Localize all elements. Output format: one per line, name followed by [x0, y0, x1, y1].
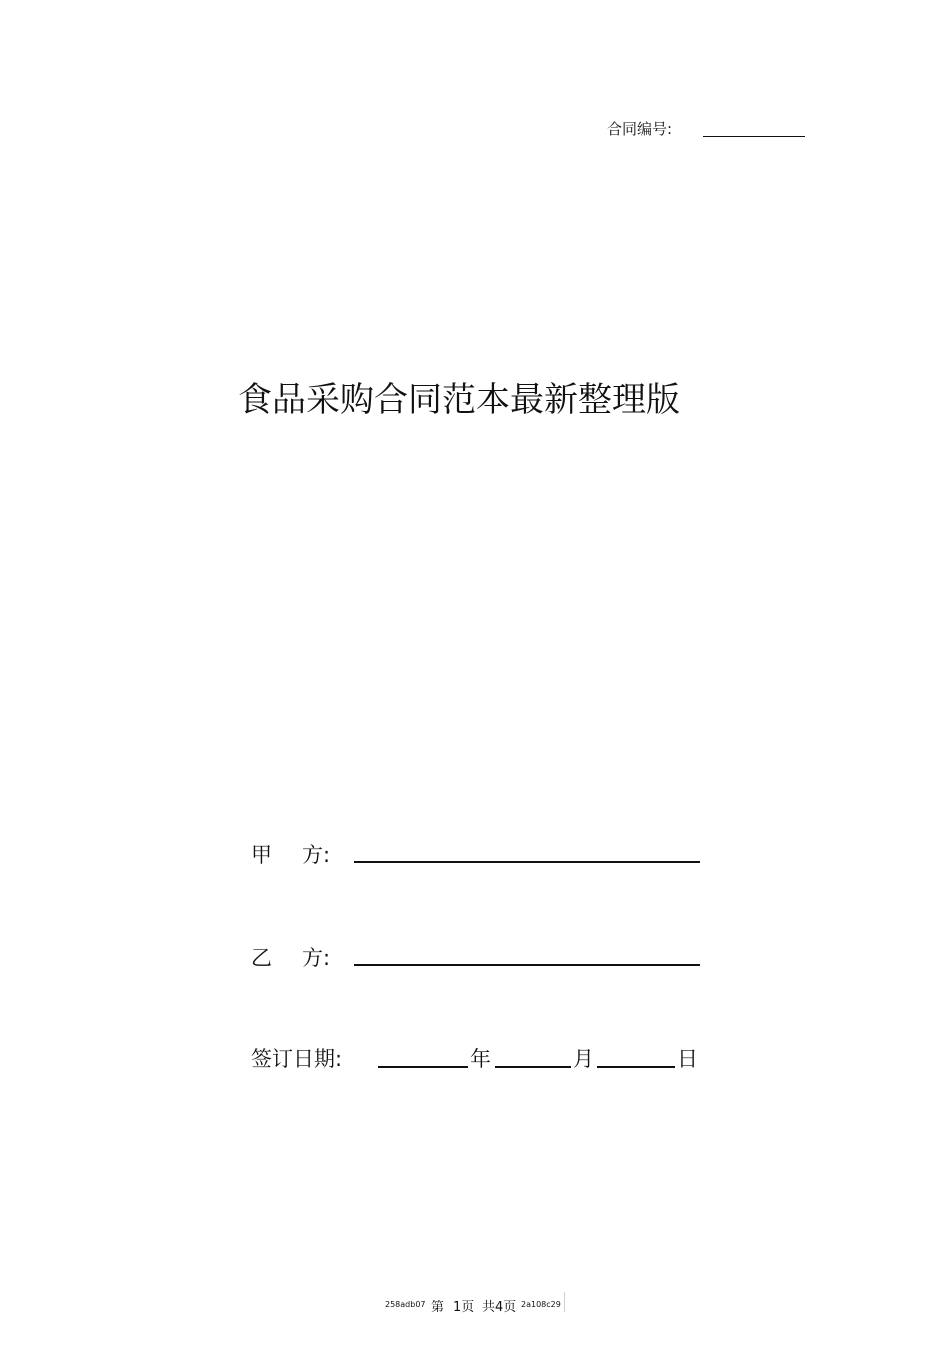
page-footer: [0, 1296, 950, 1316]
year-label: 年: [470, 1047, 491, 1071]
footer-divider: [564, 1292, 565, 1312]
document-title: 食品采购合同范本最新整理版: [238, 380, 680, 420]
month-label: 月: [573, 1047, 594, 1071]
party-b-label: 乙: [251, 946, 272, 970]
footer-code-right: 2a108c29: [521, 1300, 561, 1309]
party-a-suffix: 方:: [302, 843, 331, 867]
footer-page-prefix: 第: [431, 1300, 445, 1315]
contract-number-label: 合同编号:: [607, 120, 673, 138]
contract-number-blank: [703, 136, 805, 137]
day-label: 日: [677, 1047, 698, 1071]
month-blank: [495, 1066, 571, 1068]
footer-page-total: 共4页: [482, 1300, 517, 1315]
party-b-blank: [354, 964, 700, 966]
day-blank: [597, 1066, 675, 1068]
party-b-suffix: 方:: [302, 946, 331, 970]
footer-page-current: 1页: [453, 1300, 475, 1315]
signing-date-label: 签订日期:: [251, 1047, 343, 1071]
footer-code-left: 258adb07: [385, 1300, 426, 1309]
year-blank: [378, 1066, 468, 1068]
party-a-blank: [354, 861, 700, 863]
party-a-label: 甲: [251, 843, 272, 867]
